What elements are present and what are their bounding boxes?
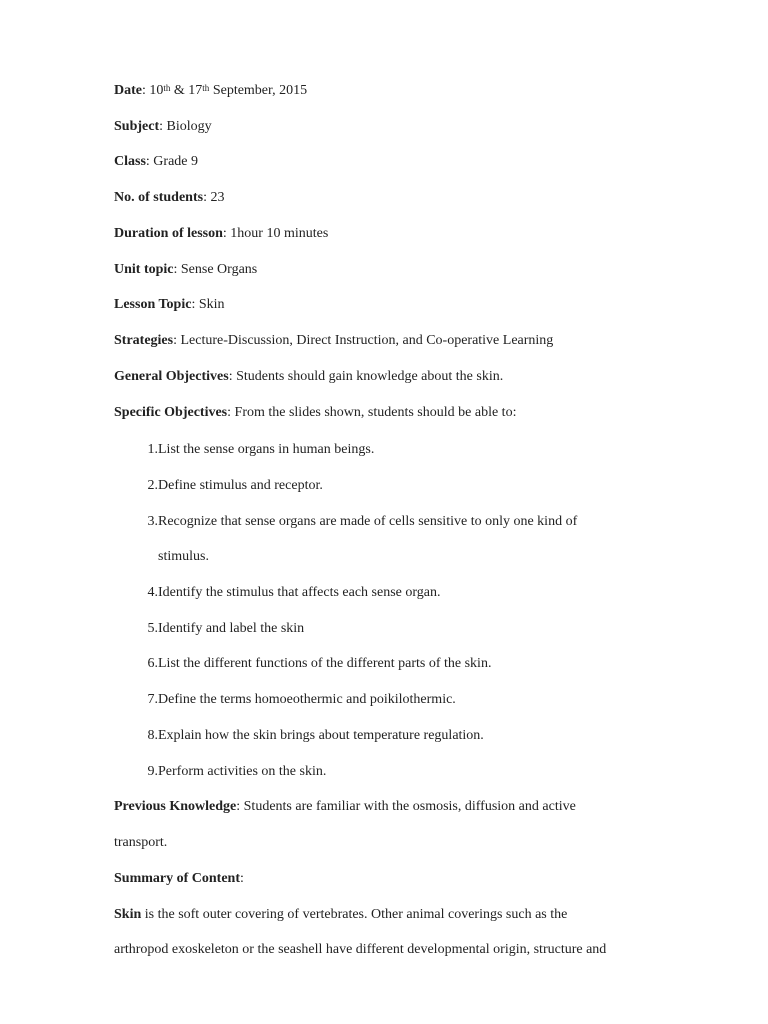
list-item	[114, 691, 456, 709]
list-text-continuation: stimulus.	[158, 549, 209, 564]
previous-knowledge-value: : Students are familiar with the osmosis, diffusion and active	[236, 799, 576, 814]
list-item	[114, 620, 305, 638]
list-text: List the different functions of the different parts of the skin.	[158, 656, 492, 671]
specific-objectives-line	[114, 404, 516, 422]
general-objectives-line	[114, 368, 503, 386]
strategies-value: : Lecture-Discussion, Direct Instruction, and Co-operative Learning	[173, 333, 554, 348]
list-number: 4.	[147, 585, 158, 600]
students-label: No. of students	[114, 190, 204, 205]
list-number: 6.	[147, 656, 158, 671]
previous-knowledge-label: Previous Knowledge	[114, 799, 237, 814]
summary-label: Summary of Content	[114, 871, 240, 886]
date-sep: :	[142, 83, 150, 98]
list-text: List the sense organs in human beings.	[158, 442, 375, 457]
date-amp: &	[170, 83, 189, 98]
skin-text-1: is the soft outer covering of vertebrates. Other animal coverings such as the	[141, 907, 568, 922]
date-day2: 17	[188, 83, 203, 98]
date-sup2: th	[202, 83, 210, 93]
skin-paragraph-line-2: arthropod exoskeleton or the seashell have different developmental origin, structure and	[114, 942, 607, 957]
strategies-line	[114, 332, 553, 350]
lesson-topic-label: Lesson Topic	[114, 297, 192, 312]
duration-label: Duration of lesson	[114, 226, 223, 241]
class-line	[114, 153, 198, 171]
list-item	[114, 513, 578, 531]
previous-knowledge-continuation: transport.	[114, 835, 168, 850]
unit-topic-label: Unit topic	[114, 262, 174, 277]
subject-value: : Biology	[159, 119, 212, 134]
list-item	[114, 584, 441, 602]
unit-topic-line	[114, 261, 257, 279]
skin-term: Skin	[114, 907, 142, 922]
list-number: 8.	[147, 728, 158, 743]
list-text: Define the terms homoeothermic and poikilothermic.	[158, 692, 456, 707]
summary-colon: :	[240, 871, 244, 886]
list-item	[114, 727, 484, 745]
list-text: Identify the stimulus that affects each sense organ.	[158, 585, 441, 600]
list-number: 9.	[147, 764, 158, 779]
subject-label: Subject	[114, 119, 160, 134]
list-number: 2.	[147, 478, 158, 493]
list-item	[114, 763, 327, 781]
subject-line	[114, 118, 212, 136]
class-value: : Grade 9	[145, 154, 198, 169]
list-text: Explain how the skin brings about temperature regulation.	[158, 728, 484, 743]
strategies-label: Strategies	[114, 333, 174, 348]
duration-line	[114, 225, 328, 243]
class-label: Class	[114, 154, 146, 169]
lesson-topic-line	[114, 296, 225, 314]
list-number: 1.	[147, 442, 158, 457]
list-text: Identify and label the skin	[158, 621, 305, 636]
date-day1: 10	[149, 83, 164, 98]
date-line	[114, 82, 307, 100]
list-text: Define stimulus and receptor.	[158, 478, 323, 493]
students-value: : 23	[203, 190, 225, 205]
summary-heading	[114, 870, 244, 888]
unit-topic-value: : Sense Organs	[173, 262, 258, 277]
list-item	[114, 655, 492, 673]
lesson-topic-value: : Skin	[191, 297, 225, 312]
previous-knowledge-line	[114, 798, 576, 816]
date-rest: September, 2015	[209, 83, 308, 98]
students-line	[114, 189, 224, 207]
list-text: Perform activities on the skin.	[158, 764, 327, 779]
list-number: 3.	[147, 514, 158, 529]
date-label: Date	[114, 83, 142, 98]
list-number: 7.	[147, 692, 158, 707]
list-item	[114, 477, 323, 495]
list-item	[114, 441, 375, 459]
date-sup1: th	[163, 83, 171, 93]
list-number: 5.	[147, 621, 158, 636]
specific-objectives-label: Specific Objectives	[114, 405, 228, 420]
duration-value: : 1hour 10 minutes	[222, 226, 329, 241]
specific-objectives-value: : From the slides shown, students should be able to:	[227, 405, 517, 420]
skin-paragraph-line-1	[114, 906, 567, 924]
general-objectives-value: : Students should gain knowledge about the skin.	[228, 369, 504, 384]
general-objectives-label: General Objectives	[114, 369, 229, 384]
list-text: Recognize that sense organs are made of cells sensitive to only one kind of	[158, 514, 578, 529]
